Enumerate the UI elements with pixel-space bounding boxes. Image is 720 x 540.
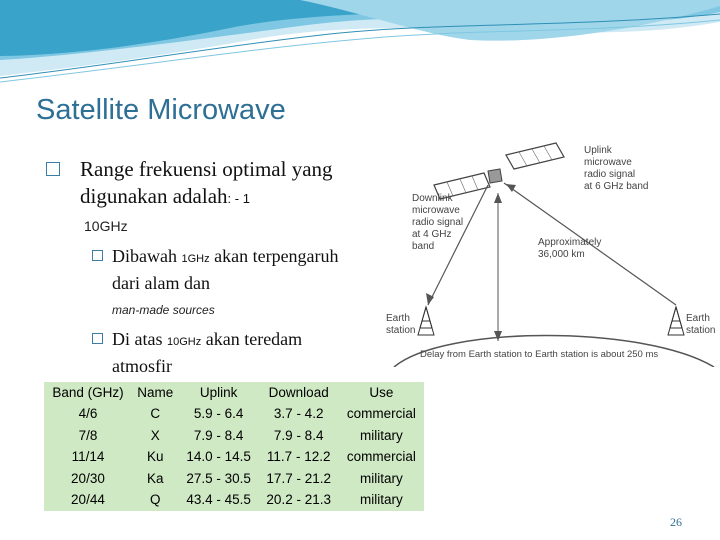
table-cell: 5.9 - 6.4 bbox=[193, 406, 244, 422]
column-header: Use bbox=[369, 385, 394, 400]
table-cell: 43.4 - 45.5 bbox=[186, 492, 251, 508]
bullet-range-continuation: 10GHz bbox=[84, 218, 128, 234]
header-wave-decoration bbox=[0, 0, 720, 90]
sub-bullet-below bbox=[92, 244, 366, 295]
earth-station-left-label: Earth station bbox=[386, 313, 416, 336]
table-cell: C bbox=[150, 406, 161, 422]
uplink-label: Uplink microwave radio signal at 6 GHz band bbox=[584, 145, 649, 192]
page-number: 26 bbox=[670, 515, 682, 529]
frequency-band-table bbox=[44, 382, 424, 511]
table-row bbox=[44, 403, 424, 425]
table-cell: military bbox=[359, 470, 403, 486]
table-header-row bbox=[44, 382, 424, 403]
satellite-link-diagram bbox=[384, 135, 720, 367]
table-row bbox=[44, 468, 424, 490]
column-header: Name bbox=[137, 385, 174, 400]
earth-station-right-label: Earth station bbox=[686, 313, 716, 336]
table-cell: 27.5 - 30.5 bbox=[186, 470, 251, 486]
table-row bbox=[44, 425, 424, 447]
sub-bullet-below-tail: man-made sources bbox=[112, 303, 215, 317]
bullet-range-small: : - 1 bbox=[227, 191, 250, 206]
sub-bullet-below-pre: Dibawah bbox=[112, 246, 177, 266]
sub-bullet-above-post: akan teredam atmosfir bbox=[112, 329, 303, 376]
delay-label: Delay from Earth station to Earth station is about 250 ms bbox=[420, 349, 659, 360]
table-cell: 11.7 - 12.2 bbox=[266, 449, 331, 465]
bullet-list bbox=[46, 156, 366, 378]
sub-bullet-below-freq: 1GHz bbox=[181, 253, 210, 265]
table-cell: military bbox=[359, 492, 403, 508]
column-header: Uplink bbox=[199, 385, 238, 400]
bullet-range-text: Range frekuensi optimal yang digunakan adalah bbox=[80, 157, 333, 208]
table-cell: Q bbox=[150, 492, 161, 508]
distance-label: Approximately 36,000 km bbox=[538, 237, 602, 260]
sub-bullet-square-icon bbox=[92, 333, 103, 344]
bullet-square-icon bbox=[46, 162, 60, 176]
table-cell: 20/30 bbox=[71, 470, 105, 486]
bullet-range bbox=[46, 156, 366, 212]
table-cell: X bbox=[150, 427, 160, 443]
column-header: Band (GHz) bbox=[52, 385, 124, 400]
table-cell: 3.7 - 4.2 bbox=[273, 406, 324, 422]
slide-title: Satellite Microwave bbox=[36, 94, 286, 126]
table-cell: 20/44 bbox=[71, 492, 105, 508]
sub-bullet-above-pre: Di atas bbox=[112, 329, 163, 349]
table-cell: 7.9 - 8.4 bbox=[273, 427, 324, 443]
table-cell: commercial bbox=[346, 406, 416, 422]
table-cell: 17.7 - 21.2 bbox=[266, 470, 331, 486]
sub-bullet-above-freq: 10GHz bbox=[166, 336, 202, 348]
table-cell: 7/8 bbox=[78, 427, 98, 443]
table-row bbox=[44, 446, 424, 468]
table-row bbox=[44, 489, 424, 511]
table-cell: 7.9 - 8.4 bbox=[193, 427, 244, 443]
table-cell: commercial bbox=[346, 449, 416, 465]
downlink-label: Downlink microwave radio signal at 4 GHz band bbox=[412, 193, 464, 252]
table-cell: Ku bbox=[147, 449, 164, 465]
sub-bullet-above bbox=[92, 327, 366, 378]
sub-bullet-below-post: akan terpengaruh dari alam dan bbox=[112, 246, 339, 293]
table-cell: Ka bbox=[147, 470, 164, 486]
sub-bullet-square-icon bbox=[92, 250, 103, 261]
table-cell: 20.2 - 21.3 bbox=[266, 492, 331, 508]
column-header: Download bbox=[268, 385, 329, 400]
table-cell: 11/14 bbox=[71, 449, 105, 465]
table-cell: 4/6 bbox=[78, 406, 98, 422]
table-cell: military bbox=[359, 427, 403, 443]
table-cell: 14.0 - 14.5 bbox=[186, 449, 251, 465]
